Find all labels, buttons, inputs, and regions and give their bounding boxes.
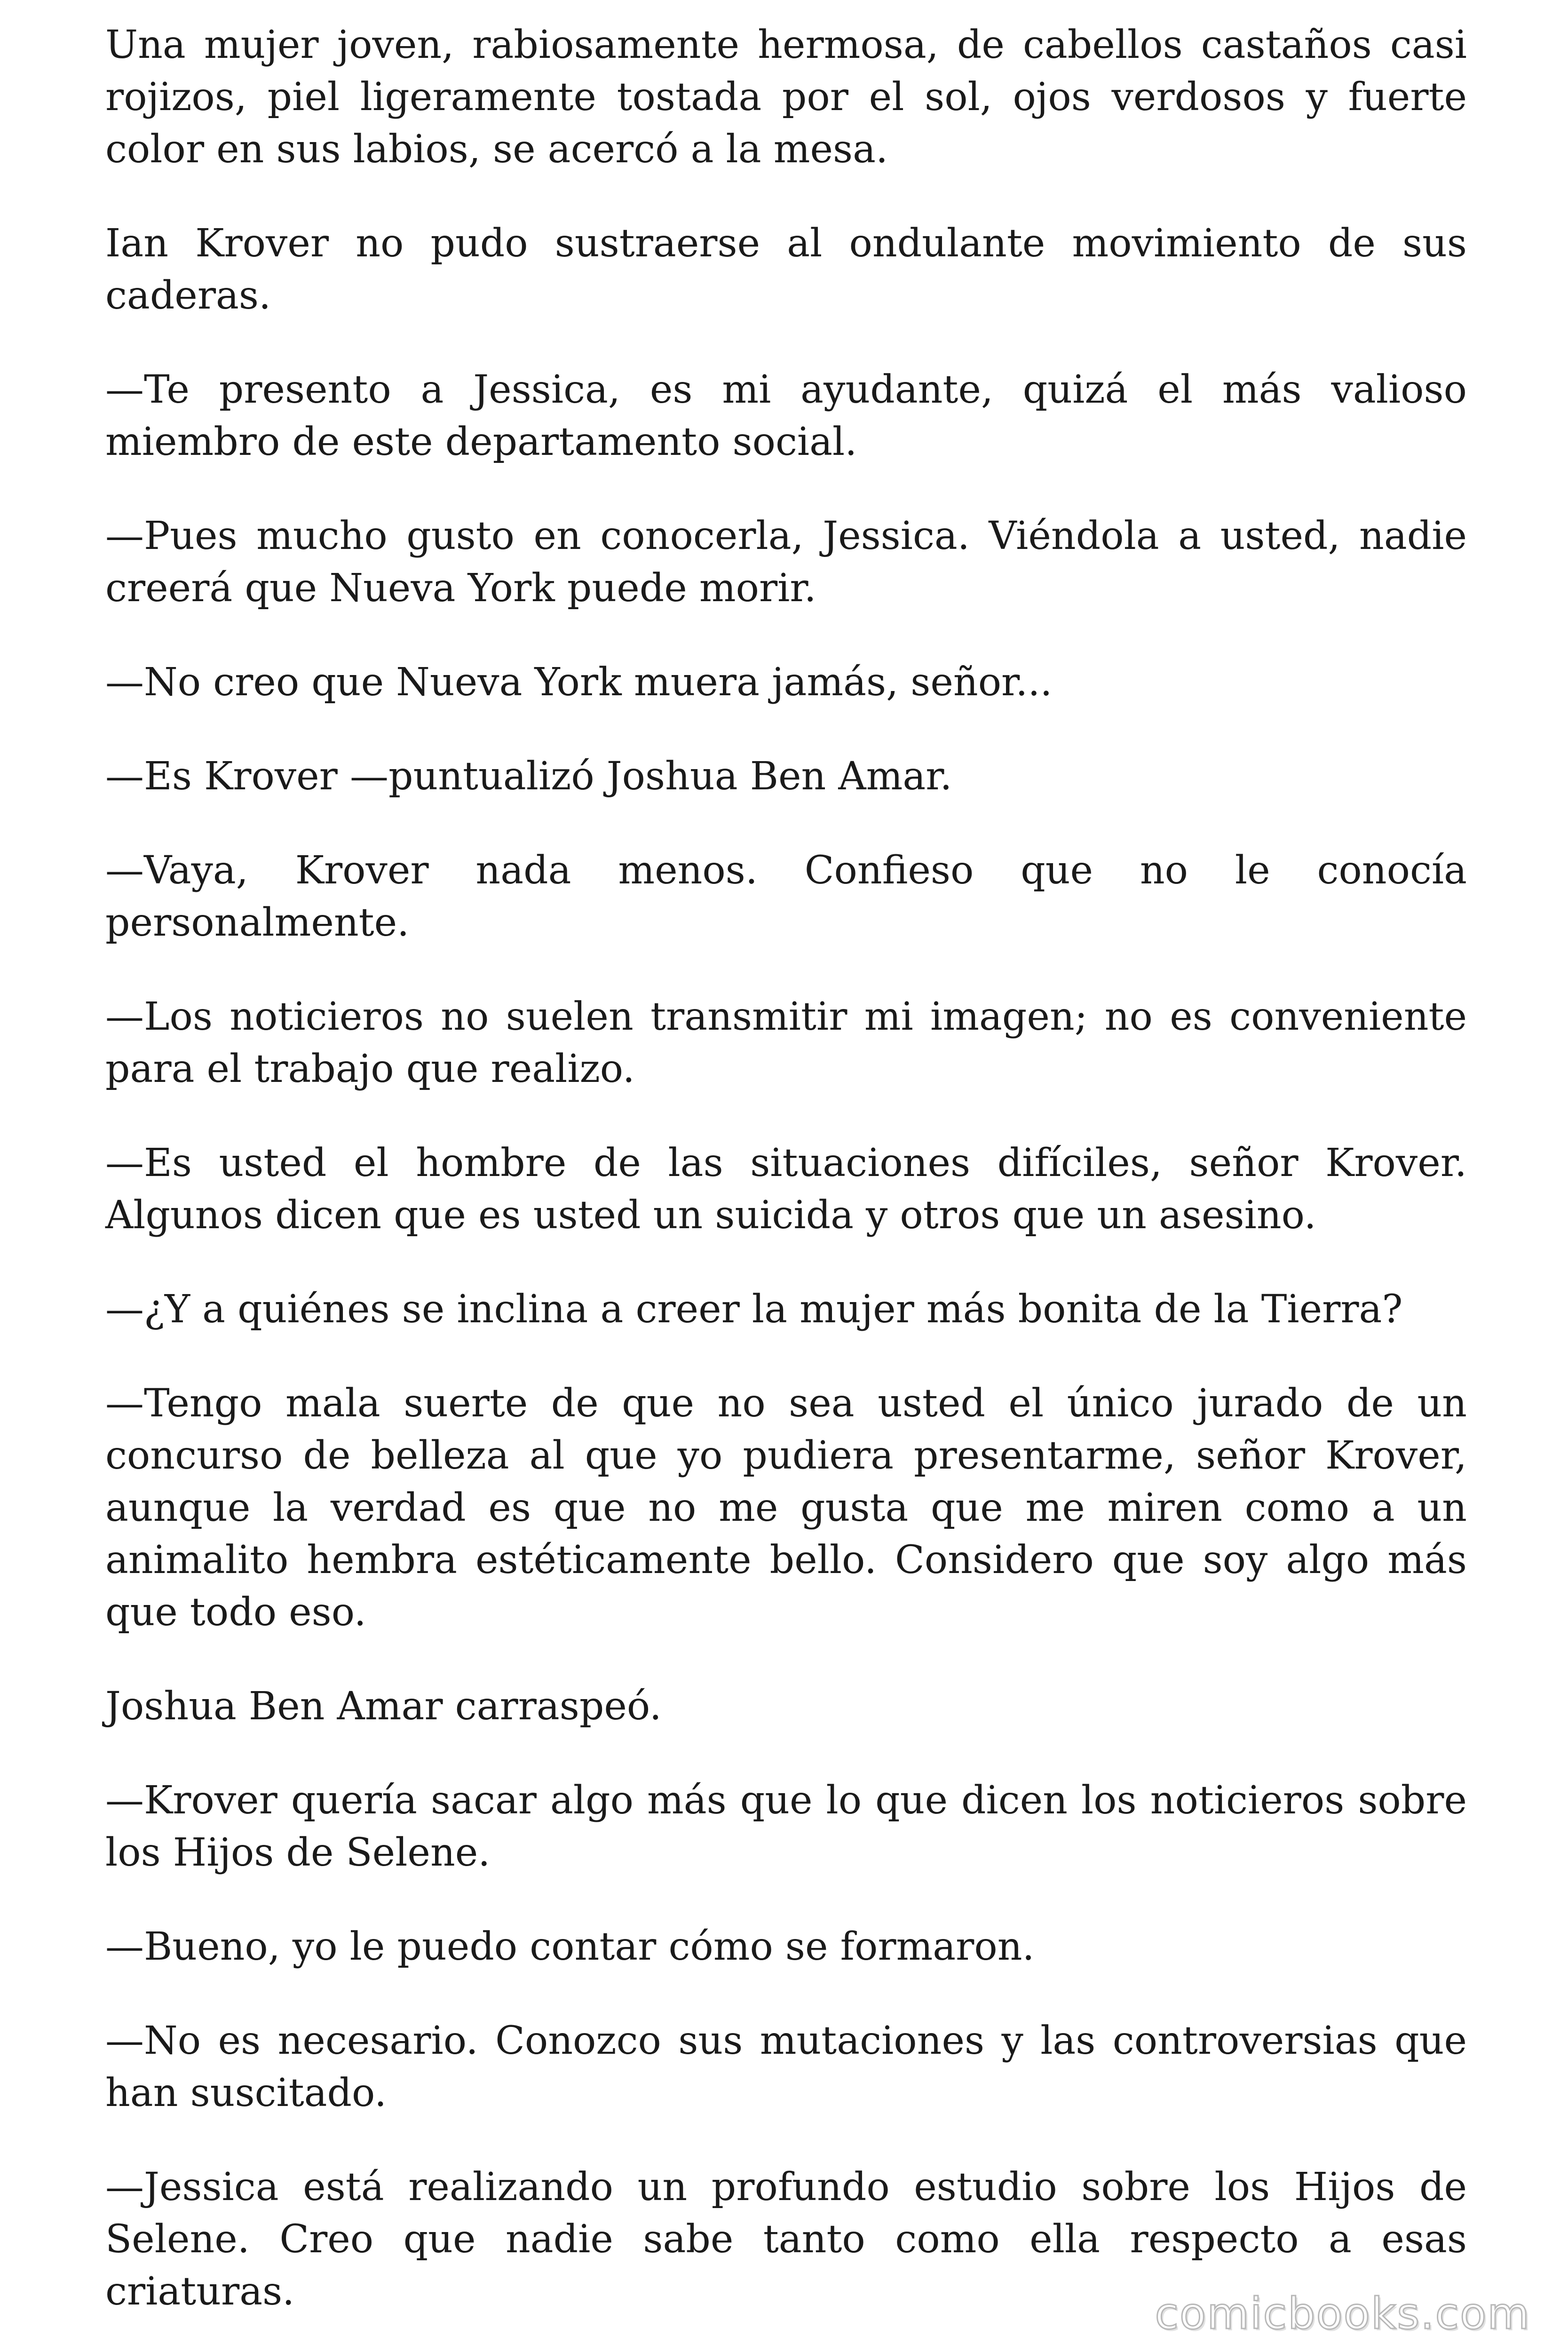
paragraph: —Es usted el hombre de las situaciones difíciles, señor Krover. Algunos dicen que es usted un suicida y otros que un asesino.: [105, 1141, 1467, 1238]
paragraph: —Vaya, Krover nada menos. Confieso que no le conocía personalmente.: [105, 848, 1467, 945]
paragraph: —Te presento a Jessica, es mi ayudante, quizá el más valioso miembro de este departamento social.: [105, 367, 1467, 464]
watermark: comicbooks.com: [1155, 2288, 1530, 2339]
paragraph: Joshua Ben Amar carraspeó.: [105, 1684, 662, 1729]
paragraph: Ian Krover no pudo sustraerse al ondulante movimiento de sus caderas.: [105, 221, 1467, 318]
paragraph: —Jessica está realizando un profundo estudio sobre los Hijos de Selene. Creo que nadie sabe tanto como ella respecto a esas criaturas.: [105, 2165, 1467, 2314]
paragraph: —No es necesario. Conozco sus mutaciones y las controversias que han suscitado.: [105, 2018, 1467, 2115]
paragraph: —Los noticieros no suelen transmitir mi imagen; no es conveniente para el trabajo que realizo.: [105, 994, 1467, 1091]
paragraph: —Pues mucho gusto en conocerla, Jessica. Viéndola a usted, nadie creerá que Nueva York puede morir.: [105, 514, 1467, 611]
paragraph: —Es Krover —puntualizó Joshua Ben Amar.: [105, 754, 952, 799]
paragraph: —Bueno, yo le puedo contar cómo se formaron.: [105, 1924, 1035, 1969]
paragraph: —Krover quería sacar algo más que lo que dicen los noticieros sobre los Hijos de Selene.: [105, 1778, 1467, 1875]
paragraph: —Tengo mala suerte de que no sea usted el único jurado de un concurso de belleza al que yo pudiera presentarme, señor Krover, aunque la verdad es que no me gusta que me miren como a un animalito hembra estéticamente bello. Considero que soy algo más que todo eso.: [105, 1381, 1467, 1635]
paragraph: Una mujer joven, rabiosamente hermosa, de cabellos castaños casi rojizos, piel ligeramente tostada por el sol, ojos verdosos y fuerte color en sus labios, se acercó a la mesa.: [105, 23, 1467, 172]
paragraph: —¿Y a quiénes se inclina a creer la mujer más bonita de la Tierra?: [105, 1287, 1403, 1332]
page-text: [105, 19, 1467, 2318]
paragraph: —No creo que Nueva York muera jamás, señor...: [105, 660, 1053, 705]
